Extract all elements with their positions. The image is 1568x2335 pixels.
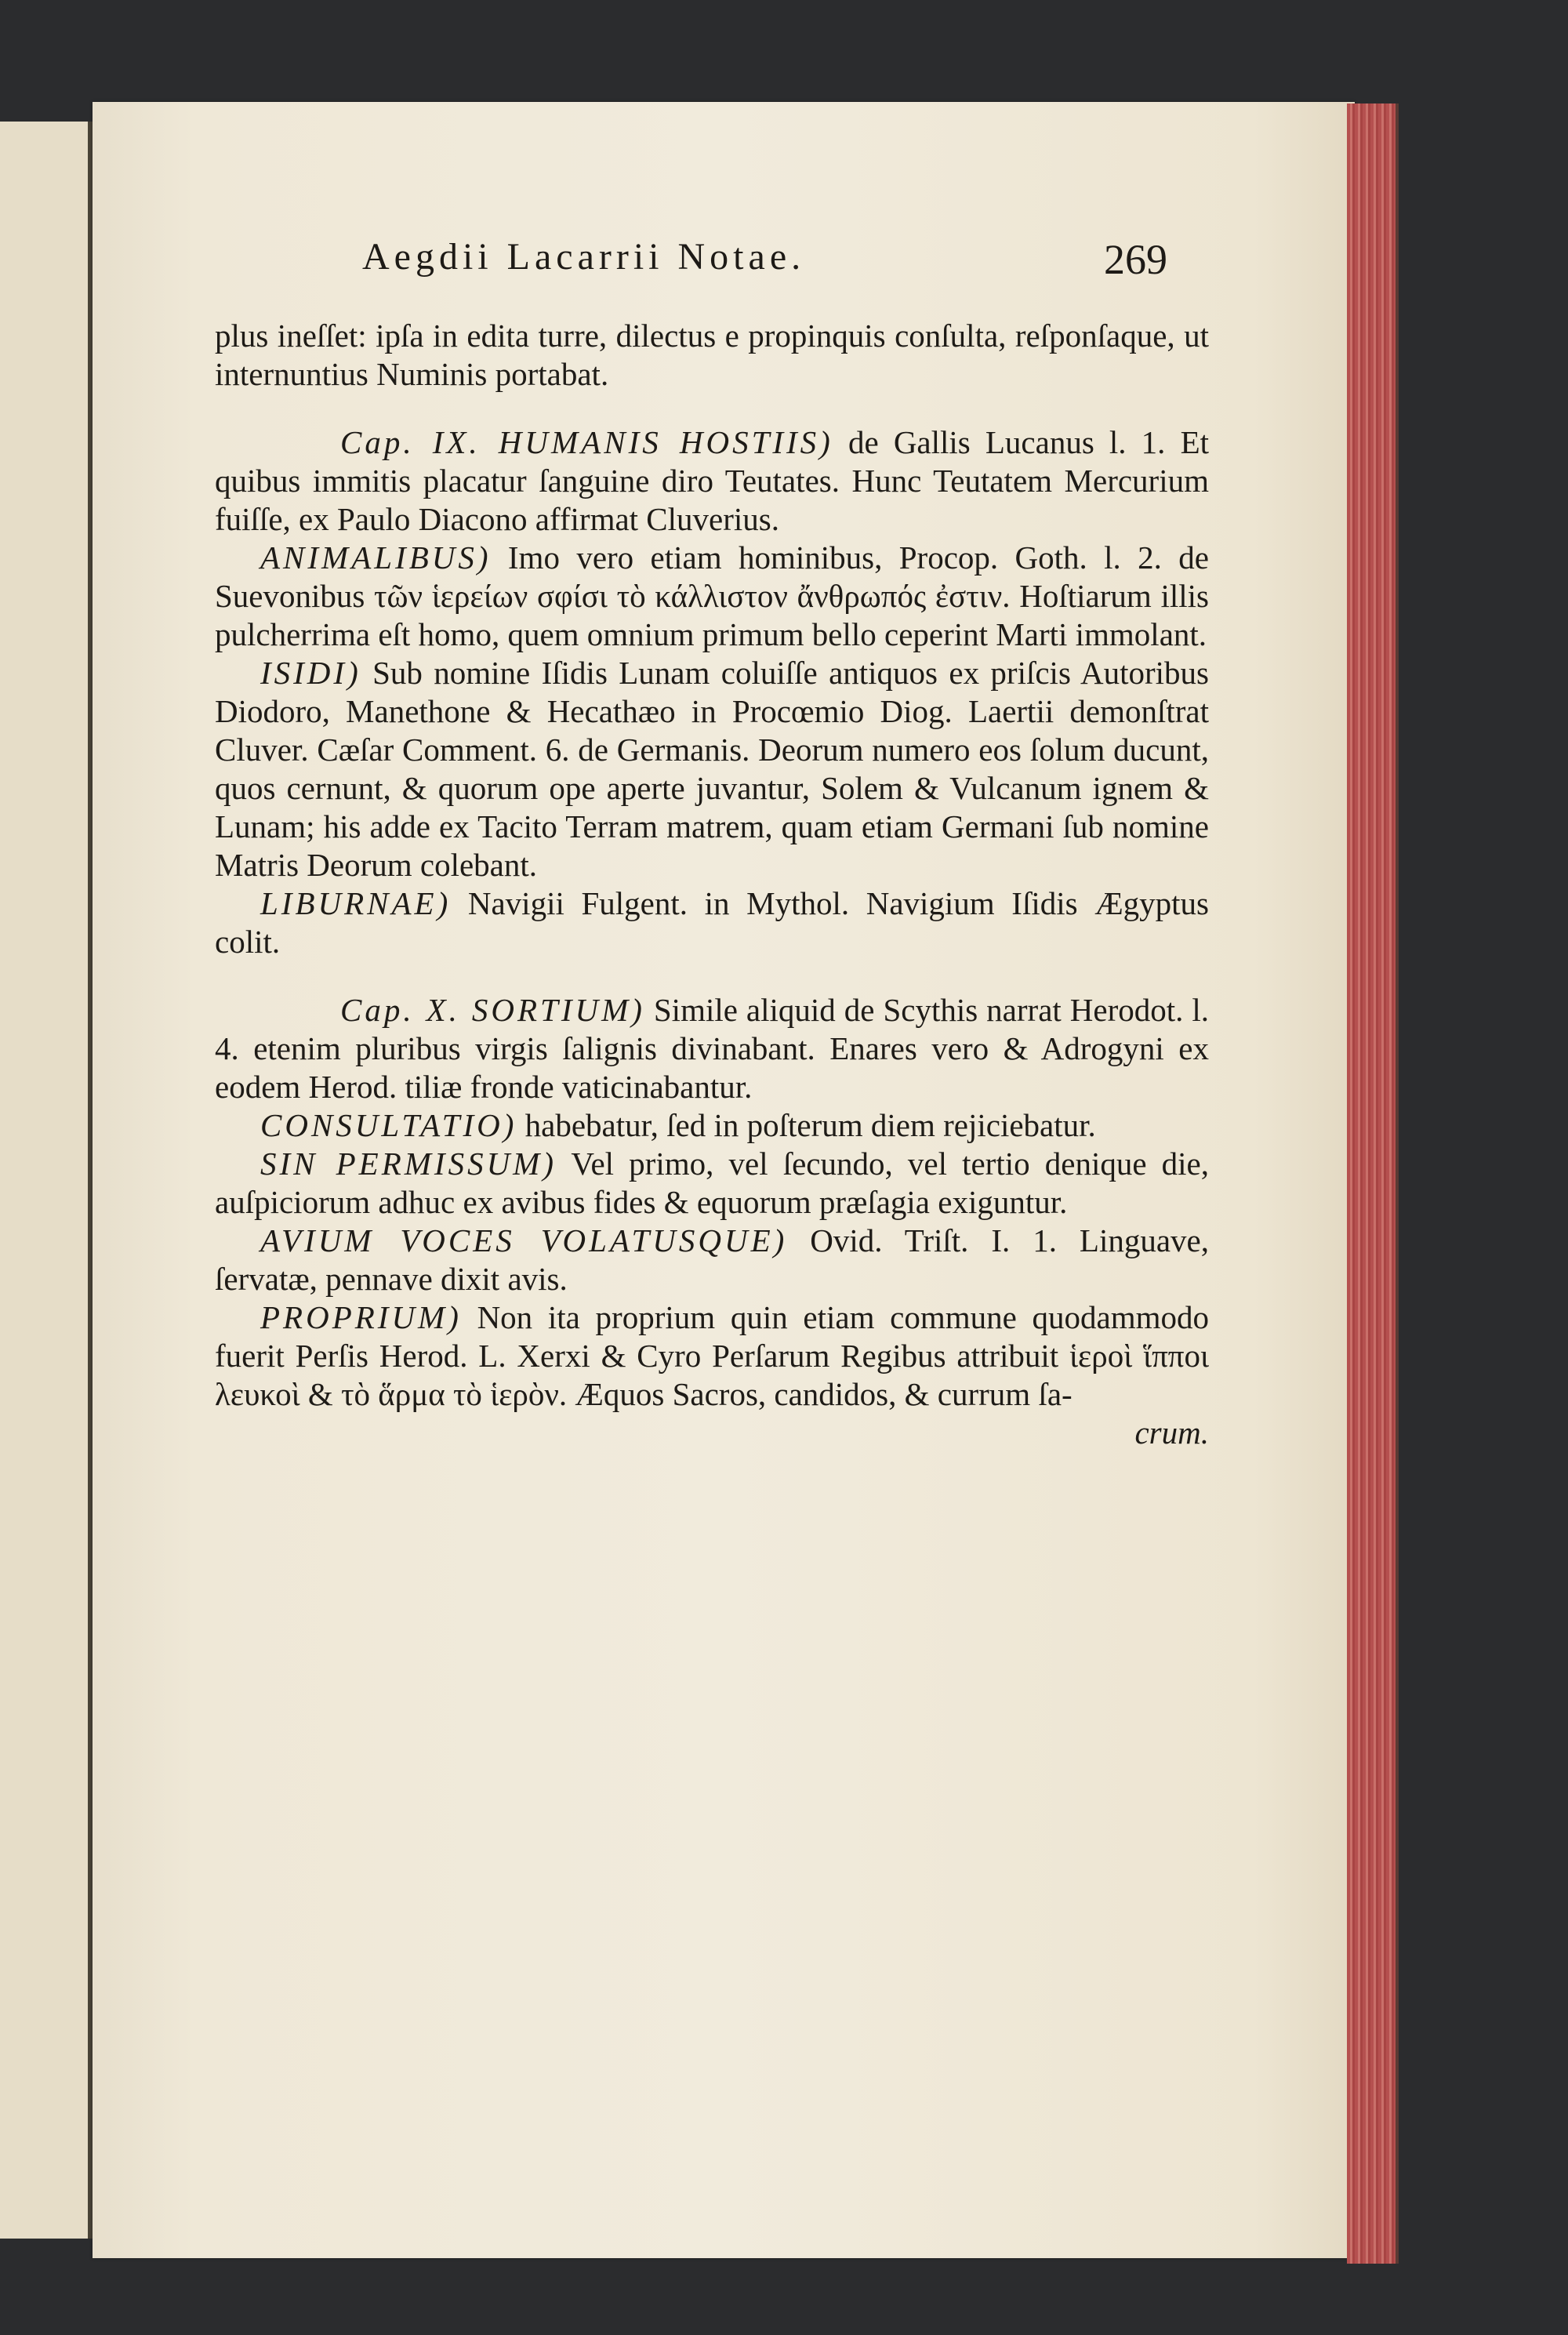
paragraph <box>215 1106 1209 1145</box>
lemma: LIBURNAE) <box>260 885 452 921</box>
paragraph-text: plus ineſſet: ipſa in edita turre, dilectus e propinquis conſulta, reſponſaque, ut internuntius Numinis portabat. <box>215 318 1209 392</box>
paragraph-text: Vel primo, vel ſecundo, vel tertio denique die, auſpiciorum adhuc ex avibus fides & equorum præſagia exiguntur. <box>215 1146 1210 1220</box>
running-title: Aegdii Lacarrii Notae. <box>362 236 806 278</box>
paragraph-text: Simile aliquid de Scythis narrat Herodot. l. 4. etenim pluribus virgis ſalignis divinabant. Enares vero & Adrogyni ex eodem Herod. tiliæ fronde vaticinabantur. <box>215 992 1209 1105</box>
lemma: ISIDI) <box>260 655 361 691</box>
paragraph <box>215 539 1209 654</box>
paragraph <box>215 423 1209 539</box>
lemma: AVIUM VOCES VOLATUSQUE) <box>260 1222 788 1258</box>
lemma: Cap. X. SORTIUM) <box>340 992 645 1028</box>
page-number: 269 <box>1104 236 1167 283</box>
paragraph <box>215 1298 1209 1414</box>
paragraph <box>215 654 1209 884</box>
paragraph-text: Non ita proprium quin etiam commune quodammodo fuerit Perſis Herod. L. Xerxi & Cyro Perſarum Regibus attribuit ἱεροὶ ἵπποι λευκοὶ & τὸ ἅρμα τὸ ἱερὸν. Æquos Sacros, candidos, & currum ſa- <box>215 1299 1210 1412</box>
facing-page-edge <box>0 122 93 2239</box>
body-text <box>215 317 1209 1452</box>
paragraph <box>215 1145 1209 1222</box>
paragraph-text: Ovid. Triſt. I. 1. Linguave, ſervatæ, pennave dixit avis. <box>215 1222 1209 1297</box>
paragraph <box>215 1222 1209 1298</box>
paragraph <box>215 1414 1209 1452</box>
lemma: Cap. IX. HUMANIS HOSTIIS) <box>340 424 833 460</box>
paragraph-text: Sub nomine Iſidis Lunam coluiſſe antiquos ex priſcis Autoribus Diodoro, Manethone & Hecathæo in Procœmio Diog. Laertii demonſtrat Cluver. Cæſar Comment. 6. de Germanis. Deorum numero eos ſolum ducunt, quos cernunt, & quorum ope aperte juvantur, Solem & Vulcanum ignem & Lunam; his adde ex Tacito Terram matrem, quam etiam Germani ſub nomine Matris Deorum colebant. <box>215 655 1210 883</box>
lemma: PROPRIUM) <box>260 1299 462 1335</box>
paragraph <box>215 884 1209 961</box>
paragraph-text: habebatur, ſed in poſterum diem rejiciebatur. <box>524 1107 1096 1143</box>
paragraph-text: Navigii Fulgent. in Mythol. Navigium Iſidis Ægyptus colit. <box>215 885 1210 960</box>
page-fore-edge <box>1347 103 1399 2264</box>
paragraph-text: Imo vero etiam hominibus, Procop. Goth. l. 2. de Suevonibus τῶν ἱερείων σφίσι τὸ κάλλιστον ἄνθρωπός ἐστιν. Hoſtiarum illis pulcherrima eſt homo, quem omnium primum bello ceperint Marti immolant. <box>215 539 1210 652</box>
paragraph <box>215 317 1209 394</box>
lemma: ANIMALIBUS) <box>260 539 492 576</box>
catchword: crum. <box>1134 1414 1209 1451</box>
paragraph-text: de Gallis Lucanus l. 1. Et quibus immitis placatur ſanguine diro Teutates. Hunc Teutatem Mercurium fuiſſe, ex Paulo Diacono affirmat Cluverius. <box>215 424 1209 537</box>
lemma: CONSULTATIO) <box>260 1107 517 1143</box>
paragraph <box>215 991 1209 1106</box>
lemma: SIN PERMISSUM) <box>260 1146 557 1182</box>
